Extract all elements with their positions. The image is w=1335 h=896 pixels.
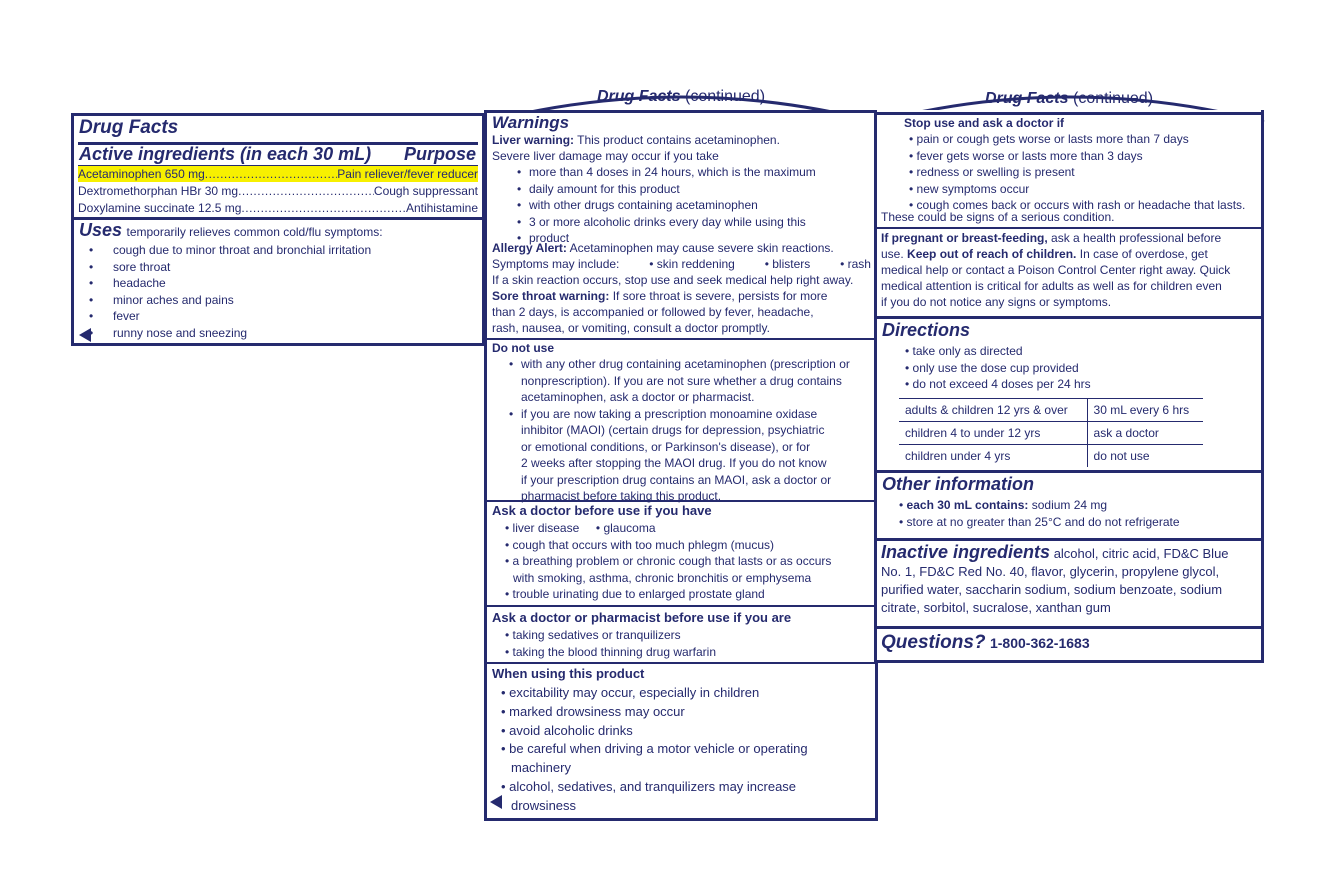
symptoms-line: Symptoms may include: • skin reddening • blisters • rash <box>492 257 871 271</box>
list-item: • sore throat <box>79 259 371 276</box>
panel2-title: Drug Facts (continued) <box>596 88 766 105</box>
overdose-line: medical help or contact a Poison Control Center right away. Quick <box>881 263 1231 277</box>
continue-arrow-icon <box>79 328 91 342</box>
ingredient-row: Dextromethorphan HBr 30 mg ..... Cough suppressant <box>78 183 478 199</box>
table-row: children 4 to under 12 yrs ask a doctor <box>899 422 1203 445</box>
keep-out-of-reach: use. Keep out of reach of children. In case of overdose, get <box>881 247 1208 261</box>
directions-title: Directions <box>882 320 971 340</box>
other-information-title: Other information <box>882 474 1034 494</box>
questions-phone: 1-800-362-1683 <box>989 635 1090 651</box>
panel3-title: Drug Facts (continued) <box>984 90 1154 107</box>
list-item: • fever <box>79 308 371 325</box>
table-row: children under 4 yrs do not use <box>899 445 1203 468</box>
list-item: • daily amount for this product <box>507 181 816 198</box>
questions-title: Questions? <box>881 632 986 653</box>
ask-pharmacist-list: • taking sedatives or tranquilizers • taking the blood thinning drug warfarin <box>505 628 717 659</box>
stop-use-list: • pain or cough gets worse or lasts more than 7 days • fever gets worse or lasts more than 3 days • redness or swelling is present • new symptoms occur • cough comes back or occurs with rash or headache that lasts. <box>909 132 1246 212</box>
panel1-title: Drug Facts <box>79 117 179 138</box>
questions-section <box>881 632 1090 654</box>
panel-drug-facts-3 <box>874 90 1264 663</box>
panel-drug-facts-1 <box>71 113 485 346</box>
allergy-line: If a skin reaction occurs, stop use and seek medical help right away. <box>492 273 854 287</box>
sore-throat-warning: Sore throat warning: If sore throat is severe, persists for more <box>492 289 828 303</box>
list-item: • more than 4 doses in 24 hours, which is the maximum <box>507 164 816 181</box>
ingredient-row: Doxylamine succinate 12.5 mg ..... Antihistamine <box>78 200 478 216</box>
table-row: adults & children 12 yrs & over 30 mL every 6 hrs <box>899 399 1203 422</box>
list-item: • minor aches and pains <box>79 292 371 309</box>
directions-list: • take only as directed • only use the dose cup provided • do not exceed 4 doses per 24 hrs <box>905 344 1091 391</box>
continue-arrow-icon <box>490 795 502 809</box>
ask-doctor-list: • liver disease • glaucoma • cough that occurs with too much phlegm (mucus) • a breathing problem or chronic cough that lasts or as occurs with smoking, asthma, chronic bronchitis or emphysema • trouble urinating due to enlarged prostate gland <box>505 521 832 601</box>
do-not-use-title: Do not use <box>492 341 554 355</box>
list-item: • product <box>507 230 816 247</box>
other-information-list: • each 30 mL contains: sodium 24 mg • store at no greater than 25°C and do not refrigerate <box>899 498 1180 529</box>
do-not-use-list: • with any other drug containing acetaminophen (prescription or nonprescription). If you are not sure whether a drug contains acetaminophen, ask a doctor or pharmacist. • if you are now taking a prescription monoamine oxidase inhibitor (MAOI) (certain drugs for depression, psychiatric or emotional conditions, or Parkinson's disease), or for 2 weeks after stopping the MAOI drug. If you do not know if your prescription drug contains an MAOI, ask a doctor or pharmacist before taking this product. <box>509 357 850 503</box>
overdose-line: if you do not notice any signs or symptoms. <box>881 295 1112 309</box>
directions-table <box>899 398 1203 467</box>
when-using-list: • excitability may occur, especially in children • marked drowsiness may occur • avoid alcoholic drinks • be careful when driving a motor vehicle or operating machinery • alcohol, sedatives, and tranquilizers may increase drowsiness <box>501 685 808 813</box>
list-item: • headache <box>79 275 371 292</box>
list-item: • runny nose and sneezing <box>79 325 371 342</box>
active-ingredients-header: Active ingredients (in each 30 mL) <box>79 144 372 164</box>
list-item: • with other drugs containing acetaminophen <box>507 197 816 214</box>
uses-list <box>79 242 371 341</box>
liver-list <box>507 164 816 247</box>
inactive-ingredients: Inactive ingredients alcohol, citric acid, FD&C Blue No. 1, FD&C Red No. 40, flavor, glycerin, propylene glycol, purified water, saccharin sodium, sodium benzoate, sodium citrate, sorbitol, sucralose, xanthan gum <box>881 542 1229 615</box>
sore-line: rash, nausea, or vomiting, consult a doctor promptly. <box>492 321 770 335</box>
overdose-line: medical attention is critical for adults as well as for children even <box>881 279 1222 293</box>
pregnancy-warning: If pregnant or breast-feeding, ask a health professional before <box>881 231 1222 245</box>
ask-pharmacist-title: Ask a doctor or pharmacist before use if you are <box>492 610 792 625</box>
panel-drug-facts-2 <box>484 88 878 821</box>
list-item: • 3 or more alcoholic drinks every day while using this <box>507 214 816 231</box>
sore-line: than 2 days, is accompanied or followed by fever, headache, <box>492 305 814 319</box>
liver-line: Severe liver damage may occur if you take <box>492 149 719 163</box>
ingredient-row: Acetaminophen 650 mg ..... Pain reliever/fever reducer <box>78 166 478 182</box>
uses-title: Uses <box>79 220 123 240</box>
uses-section <box>79 220 478 241</box>
allergy-alert: Allergy Alert: Acetaminophen may cause severe skin reactions. <box>492 241 834 255</box>
list-item: • cough due to minor throat and bronchial irritation <box>79 242 371 259</box>
uses-intro: temporarily relieves common cold/flu symptoms: <box>126 225 383 239</box>
stop-use-footer: These could be signs of a serious condition. <box>881 210 1115 224</box>
when-using-title: When using this product <box>492 666 645 681</box>
warnings-title: Warnings <box>492 113 570 132</box>
ask-doctor-title: Ask a doctor before use if you have <box>492 503 712 518</box>
purpose-header: Purpose <box>403 144 476 164</box>
liver-warning: Liver warning: This product contains acetaminophen. <box>492 133 780 147</box>
stop-use-title: Stop use and ask a doctor if <box>904 116 1065 130</box>
